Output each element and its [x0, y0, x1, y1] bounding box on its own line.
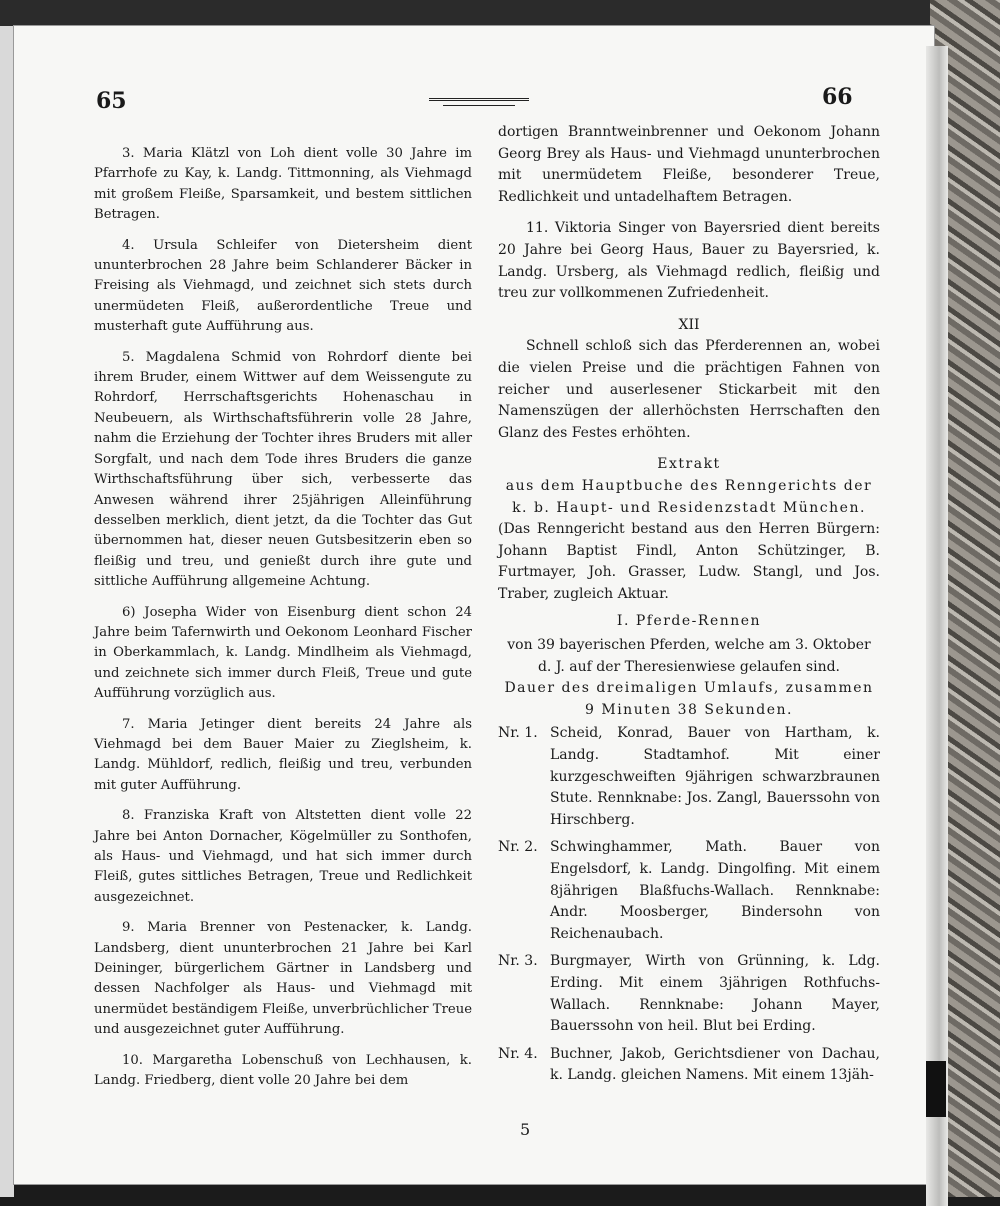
race-entry: [498, 723, 880, 831]
scan-left-strip: [0, 0, 14, 1197]
extract-subtitle: k. b. Haupt- und Residenzstadt München.: [512, 499, 866, 516]
paragraph: 4. Ursula Schleifer von Dietersheim dient ununterbrochen 28 Jahre beim Schlanderer Bäcker in Freising als Viehmagd, und zeichnet sich stets durch unermüdeten Fleiß, außerordentliche Treue und musterhaft gute Aufführung aus.: [94, 237, 472, 335]
entry-number: Nr. 2.: [498, 839, 538, 856]
extract-title: Extrakt: [657, 456, 721, 473]
entry-number: Nr. 3.: [498, 953, 538, 970]
section-number: XII: [678, 316, 700, 333]
entry-text: Schwinghammer, Math. Bauer von Engelsdorf, k. Landg. Dingolfing. Mit einem 8jährigen Blaßfuchs-Wallach. Rennknabe: Andr. Moosberger, Bindersohn von Reichenaubach.: [550, 839, 880, 942]
entry-number: Nr. 4.: [498, 1045, 538, 1062]
paragraph: Schnell schloß sich das Pferderennen an, wobei die vielen Preise und die prächtigen Fahnen von reicher und auserlesener Stickarbeit mit den Namenszügen der allerhöchsten Herrschaften den Glanz des Festes erhöhten.: [498, 338, 880, 441]
paragraph: 7. Maria Jetinger dient bereits 24 Jahre als Viehmagd bei dem Bauer Maier zu Zieglsheim, k. Landg. Mühldorf, redlich, fleißig und treu, verbunden mit guter Aufführung.: [94, 716, 472, 793]
header-ornament-rule: [429, 98, 529, 108]
court-members: (Das Renngericht bestand aus den Herren Bürgern: Johann Baptist Findl, Anton Schützinger, B. Furtmayer, Joh. Grasser, Ludw. Stangl, und Jos. Traber, zugleich Aktuar.: [498, 521, 880, 602]
entry-number: Nr. 1.: [498, 725, 538, 742]
extract-subtitle: aus dem Hauptbuche des Renngerichts der: [505, 477, 873, 494]
book-page: [14, 26, 934, 1184]
entry-text: Scheid, Konrad, Bauer von Hartham, k. Landg. Stadtamhof. Mit einer kurzgeschweiften 9jährigen schwarzbraunen Stute. Rennknabe: Jos. Zangl, Bauerssohn von Hirschberg.: [550, 725, 880, 828]
paragraph: 9. Maria Brenner von Pestenacker, k. Landg. Landsberg, dient ununterbrochen 21 Jahre bei Karl Deininger, bürgerlichem Gärtner in Landsberg und dessen Nachfolger als Haus- und Viehmagd mit unermüdet beständigem Fleiße, unverbrüchlicher Treue und ausgezeichnet guter Aufführung.: [94, 920, 472, 1038]
page-number-right: 66: [822, 84, 853, 110]
paragraph: 6) Josepha Wider von Eisenburg dient schon 24 Jahre beim Tafernwirth und Oekonom Leonhard Fischer in Oberkammlach, k. Landg. Mindlheim als Viehmagd, und zeichnete sich immer durch Fleiß, Treue und gute Aufführung vorzüglich aus.: [94, 604, 472, 702]
paragraph: 10. Margaretha Lobenschuß von Lechhausen, k. Landg. Friedberg, dient volle 20 Jahre bei dem: [94, 1052, 472, 1089]
paragraph: 5. Magdalena Schmid von Rohrdorf diente bei ihrem Bruder, einem Wittwer auf dem Weissengute zu Rohrdorf, Herrschaftsgerichts Hohenaschau in Neubeuern, als Wirthschaftsführerin volle 28 Jahre, nahm die Erziehung der Tochter ihres Bruders mit aller Sorgfalt, und nach dem Tode ihres Bruders die ganze Wirthschaftsführung über sich, verbesserte das Anwesen während ihrer 25jährigen Alleinführung desselben merklich, dient jetzt, da die Tochter das Gut übernommen hat, dieser neuen Gutsbesitzerin eben so fleißig und treu, und genießt durch ihre gute und sittliche Aufführung allgemeine Achtung.: [94, 349, 472, 590]
paragraph: 11. Viktoria Singer von Bayersried dient bereits 20 Jahre bei Georg Haus, Bauer zu Bayersried, k. Landg. Ursberg, als Viehmagd redlich, fleißig und treu zur vollkommenen Zufriedenheit.: [498, 220, 880, 302]
race-duration: 9 Minuten 38 Sekunden.: [585, 701, 793, 718]
race-title: I. Pferde-Rennen: [616, 613, 762, 630]
paragraph: 3. Maria Klätzl von Loh dient volle 30 Jahre im Pfarrhofe zu Kay, k. Landg. Tittmonning, als Viehmagd mit großem Fleiße, Sparsamkeit, und bestem sittlichen Betragen.: [94, 146, 472, 223]
left-column: [94, 144, 472, 1101]
race-entry: [498, 1044, 880, 1087]
signature-folio: 5: [520, 1120, 531, 1139]
race-entry: [498, 951, 880, 1037]
scan-top-border: [0, 0, 1000, 26]
entry-text: Burgmayer, Wirth von Grünning, k. Ldg. Erding. Mit einem 3jährigen Rothfuchs-Wallach. Rennknabe: Johann Mayer, Bauerssohn von heil. Blut bei Erding.: [550, 953, 880, 1035]
page-gutter-edge: [926, 46, 948, 1206]
paragraph: dortigen Branntweinbrenner und Oekonom Johann Georg Brey als Haus- und Viehmagd ununterbrochen mit unermüdetem Fleiße, besonderer Treue, Redlichkeit und untadelhaftem Betragen.: [498, 124, 880, 205]
right-column: [498, 122, 880, 1093]
race-entry: [498, 837, 880, 945]
race-duration: Dauer des dreimaligen Umlaufs, zusammen: [504, 680, 874, 697]
race-subtitle: d. J. auf der Theresienwiese gelaufen sind.: [537, 658, 841, 675]
edge-tab: [926, 1061, 946, 1117]
entry-text: Buchner, Jakob, Gerichtsdiener von Dachau, k. Landg. gleichen Namens. Mit einem 13jäh-: [550, 1045, 880, 1084]
race-subtitle: von 39 bayerischen Pferden, welche am 3. Oktober: [507, 637, 871, 654]
page-number-left: 65: [96, 88, 127, 114]
paragraph: 8. Franziska Kraft von Altstetten dient volle 22 Jahre bei Anton Dornacher, Kögelmüller zu Sonthofen, als Haus- und Viehmagd, und hat sich immer durch Fleiß, gutes sittliches Betragen, Treue und Redlichkeit ausgezeichnet.: [94, 808, 472, 905]
